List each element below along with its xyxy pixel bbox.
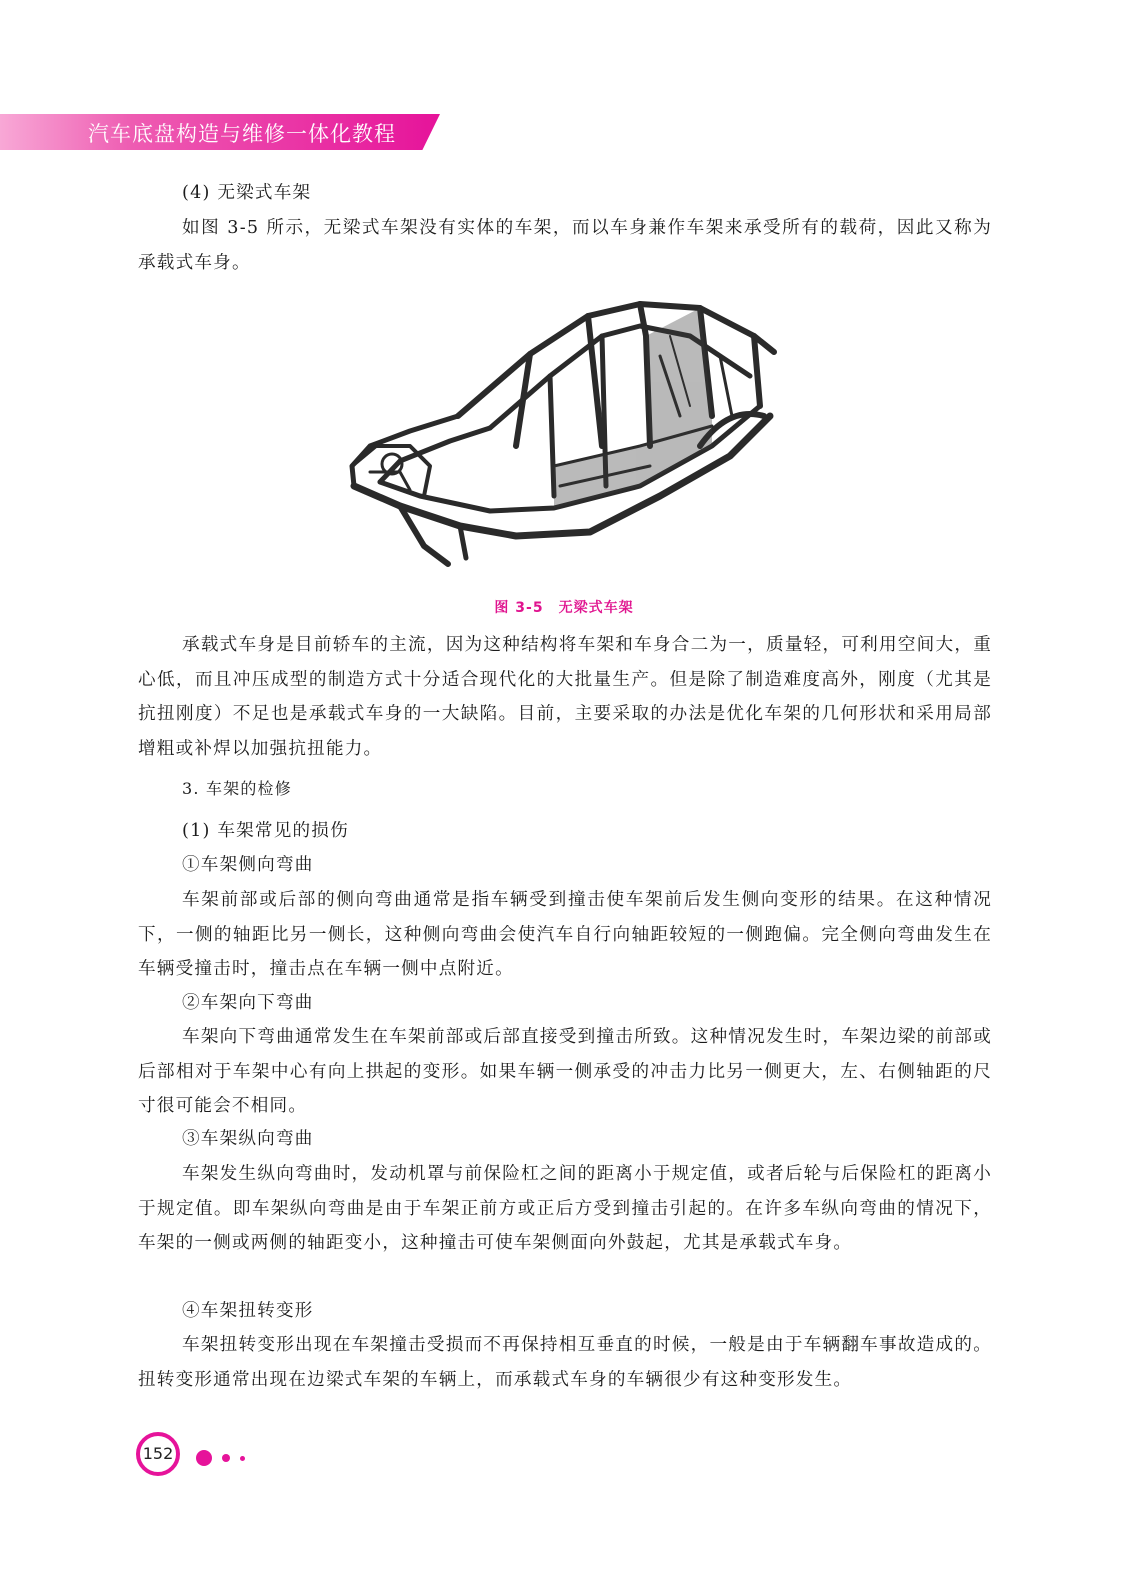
section-heading-unibody: (4) 无梁式车架: [182, 183, 312, 203]
paragraph-unibody-discussion: 承载式车身是目前轿车的主流，因为这种结构将车架和车身合二为一，质量轻，可利用空间大，重心低，而且冲压成型的制造方式十分适合现代化的大批量生产。但是除了制造难度高外，刚度（尤其是抗扭刚度）不足也是承载式车身的一大缺陷。目前，主要采取的办法是优化车架的几何形状和采用局部增粗或补焊以加强抗扭能力。: [138, 635, 992, 759]
figure-caption: 图 3-5 无梁式车架: [494, 600, 634, 616]
page-number: 152: [142, 1444, 174, 1463]
item-title-lateral-bend: ①车架侧向弯曲: [182, 855, 314, 875]
paragraph-lateral-bend: 车架前部或后部的侧向弯曲通常是指车辆受到撞击使车架前后发生侧向变形的结果。在这种情况下，一侧的轴距比另一侧长，这种侧向弯曲会使汽车自行向轴距较短的一侧跑偏。完全侧向弯曲发生在车辆受撞击时，撞击点在车辆一侧中点附近。: [138, 890, 992, 979]
decorative-dot-medium: [222, 1454, 230, 1462]
paragraph-unibody-intro: 如图 3-5 所示，无梁式车架没有实体的车架，而以车身兼作车架来承受所有的载荷，因此又称为承载式车身。: [138, 218, 992, 273]
unibody-car-frame-figure: [340, 296, 786, 572]
item-title-torsion: ④车架扭转变形: [182, 1301, 314, 1321]
paragraph-downward-bend: 车架向下弯曲通常发生在车架前部或后部直接受到撞击所致。这种情况发生时，车架边梁的前部或后部相对于车架中心有向上拱起的变形。如果车辆一侧承受的冲击力比另一侧更大，左、右侧轴距的尺寸很可能会不相同。: [138, 1027, 992, 1116]
paragraph-longitudinal-bend: 车架发生纵向弯曲时，发动机罩与前保险杠之间的距离小于规定值，或者后轮与后保险杠的距离小于规定值。即车架纵向弯曲是由于车架正前方或正后方受到撞击引起的。在许多车纵向弯曲的情况下，车架的一侧或两侧的轴距变小，这种撞击可使车架侧面向外鼓起，尤其是承载式车身。: [138, 1164, 992, 1253]
item-title-downward-bend: ②车架向下弯曲: [182, 993, 314, 1013]
decorative-dot-large: [196, 1450, 212, 1466]
decorative-dot-small: [240, 1456, 245, 1461]
book-title: 汽车底盘构造与维修一体化教程: [88, 122, 396, 146]
subsection-heading-damage: (1) 车架常见的损伤: [182, 821, 349, 841]
section-heading-frame-repair: 3. 车架的检修: [182, 779, 292, 798]
paragraph-torsion: 车架扭转变形出现在车架撞击受损而不再保持相互垂直的时候，一般是由于车辆翻车事故造成的。扭转变形通常出现在边梁式车架的车辆上，而承载式车身的车辆很少有这种变形发生。: [138, 1335, 992, 1390]
item-title-longitudinal-bend: ③车架纵向弯曲: [182, 1129, 314, 1149]
